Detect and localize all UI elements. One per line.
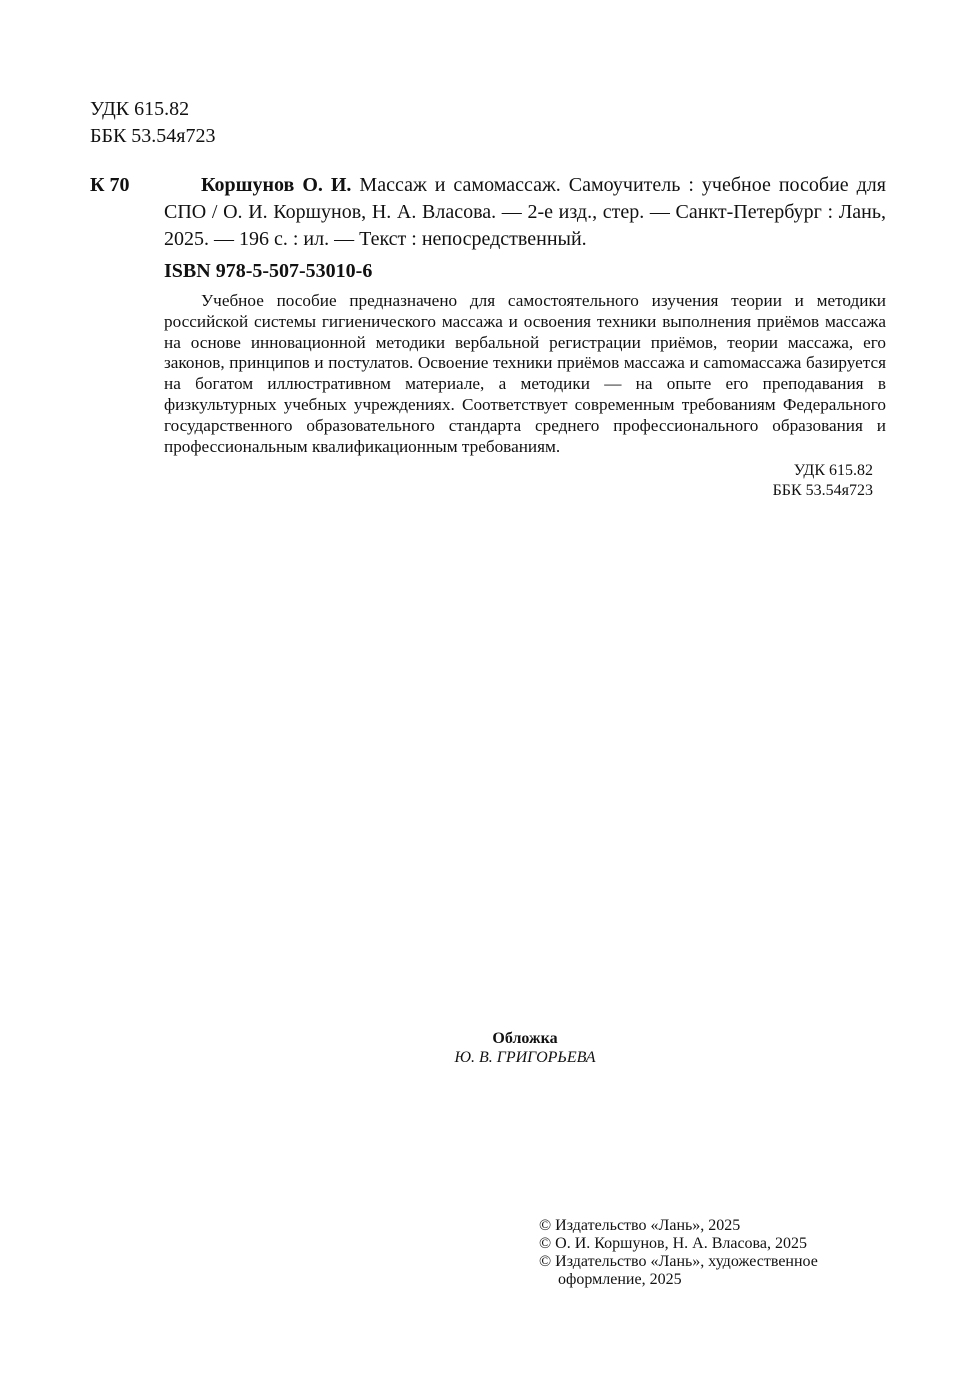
copyright-line: © Издательство «Лань», художественное [539, 1253, 818, 1270]
classification-codes-top [90, 96, 216, 150]
author-mark: К 70 [90, 174, 130, 196]
udk-code-right: УДК 615.82 [793, 462, 873, 479]
annotation: Учебное пособие предназначено для самостоятельного изучения теории и методики российской системы гигиенического массажа и освоения техники выполнения приёмов массажа на основе инновационной методики вербальной регистрации приёмов, теории массажа, его законов, принципов и постулатов. Освоение техники приёмов массажа и саmомассажа базируется на богатом иллюстративном материале, а методики — на опыте его преподавания в физкультурных учебных учреждениях. Соответствует современным требованиям Федерального государственного образовательного стандарта среднего профессионального образования и профессиональным квалификационным требованиям. [164, 291, 886, 456]
bbk-code-right: ББК 53.54я723 [772, 482, 873, 499]
classification-codes-right [773, 461, 873, 501]
copyright-line: © Издательство «Лань», 2025 [539, 1217, 741, 1234]
cover-credit [0, 1029, 976, 1067]
copyright-block [539, 1217, 818, 1289]
cover-label: Обложка [492, 1030, 558, 1047]
udk-code: УДК 615.82 [90, 98, 190, 120]
isbn: ISBN 978-5-507-53010-6 [164, 260, 373, 282]
author-name: Коршунов О. И. [201, 174, 352, 196]
bibliographic-description [164, 172, 886, 253]
biblio-text: Массаж и самомассаж. Самоучитель : учебное пособие для СПО / О. И. Коршунов, Н. А. Власова. — 2-е изд., стер. — Санкт-Петербург : Лань, 2025. — 196 с. : ил. — Текст : непосредственный. [164, 174, 886, 250]
copyright-line: © О. И. Коршунов, Н. А. Власова, 2025 [539, 1235, 807, 1252]
copyright-line: оформление, 2025 [558, 1271, 682, 1288]
cover-designer: Ю. В. ГРИГОРЬЕВА [454, 1049, 596, 1066]
bbk-code: ББК 53.54я723 [90, 125, 216, 147]
